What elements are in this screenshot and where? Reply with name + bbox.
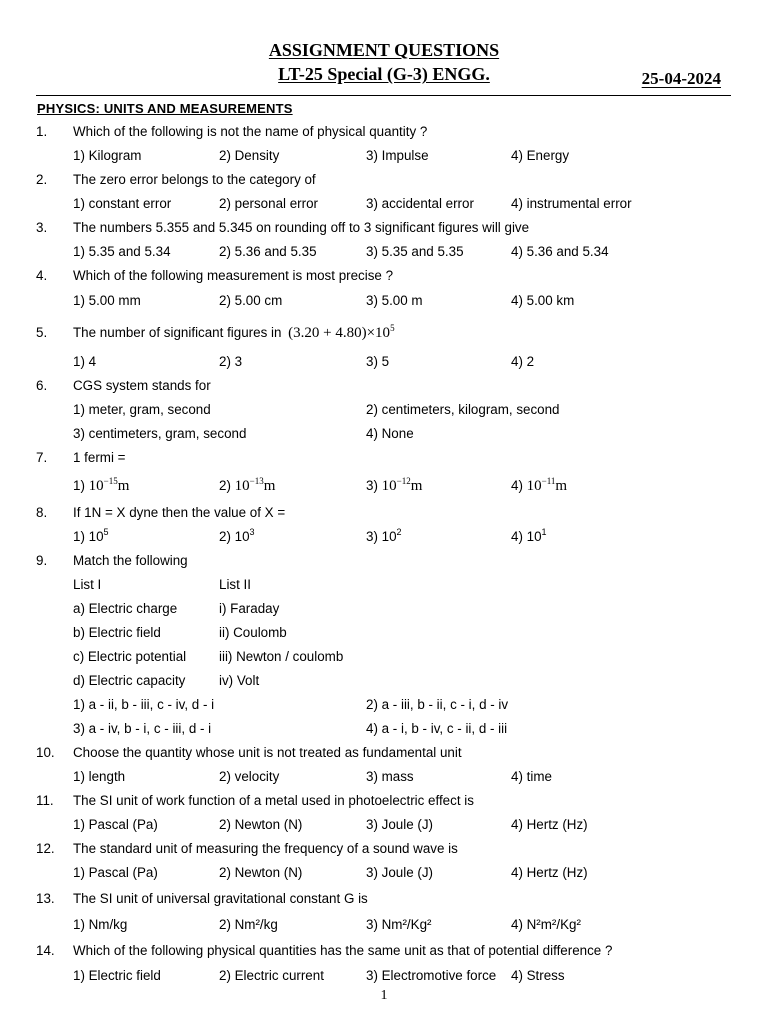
option: 4) None bbox=[366, 426, 414, 441]
question-10 bbox=[0, 745, 768, 763]
document-subtitle: LT-25 Special (G-3) ENGG. bbox=[278, 64, 490, 84]
question-text: The number of significant figures in $(3.20 + 4.80)\times 10^5$ bbox=[73, 323, 395, 341]
question-8-options bbox=[0, 529, 768, 547]
question-number: 14. bbox=[36, 943, 55, 958]
option: 3) 5 bbox=[366, 354, 390, 369]
question-number: 6. bbox=[36, 378, 48, 393]
list-2-item: iv) Volt bbox=[219, 673, 260, 688]
question-text: Match the following bbox=[73, 553, 188, 568]
option: 4) 5.36 and 5.34 bbox=[511, 244, 609, 259]
section-title: PHYSICS: UNITS AND MEASUREMENTS bbox=[37, 101, 293, 116]
match-pair bbox=[0, 601, 768, 619]
question-5-options bbox=[0, 354, 768, 372]
math-expression: $(3.20 + 4.80)\times 10^5$ bbox=[288, 323, 395, 341]
option: 2) a - iii, b - ii, c - i, d - iv bbox=[366, 697, 509, 712]
option: 1) Nm/kg bbox=[73, 917, 128, 932]
list-2-header: List II bbox=[219, 577, 251, 592]
question-text: CGS system stands for bbox=[73, 378, 211, 393]
option: 1) Pascal (Pa) bbox=[73, 817, 158, 832]
question-14 bbox=[0, 943, 768, 961]
question-number: 12. bbox=[36, 841, 55, 856]
match-pair bbox=[0, 625, 768, 643]
option: 2) centimeters, kilogram, second bbox=[366, 402, 560, 417]
option: 4) Hertz (Hz) bbox=[511, 817, 588, 832]
option: 3) 5.00 m bbox=[366, 293, 423, 308]
option: 2) 5.00 cm bbox=[219, 293, 283, 308]
question-text: Which of the following is not the name of physical quantity ? bbox=[73, 124, 428, 139]
option: 3) Nm²/Kg² bbox=[366, 917, 432, 932]
option: 1) 5.00 mm bbox=[73, 293, 141, 308]
option: 2) Density bbox=[219, 148, 280, 163]
option: 2) velocity bbox=[219, 769, 280, 784]
question-text: Which of the following physical quantities has the same unit as that of potential difference ? bbox=[73, 943, 613, 958]
header-divider bbox=[36, 95, 731, 96]
question-text: Choose the quantity whose unit is not treated as fundamental unit bbox=[73, 745, 462, 760]
question-6-options-a bbox=[0, 402, 768, 420]
option: 2) Newton (N) bbox=[219, 817, 303, 832]
option: 1) 5.35 and 5.34 bbox=[73, 244, 171, 259]
option: 1) meter, gram, second bbox=[73, 402, 211, 417]
option: 1) Electric field bbox=[73, 968, 161, 983]
question-number: 11. bbox=[36, 793, 54, 808]
question-text: The SI unit of work function of a metal used in photoelectric effect is bbox=[73, 793, 474, 808]
question-1 bbox=[0, 124, 768, 142]
option: 1) 4 bbox=[73, 354, 97, 369]
question-6-options-b bbox=[0, 426, 768, 444]
option: 1) Kilogram bbox=[73, 148, 142, 163]
question-6 bbox=[0, 378, 768, 396]
option: 4) time bbox=[511, 769, 552, 784]
list-1-item: a) Electric charge bbox=[73, 601, 178, 616]
question-3-options bbox=[0, 244, 768, 262]
option: 2) personal error bbox=[219, 196, 318, 211]
option: 4) $10^{-11}m$ bbox=[511, 476, 568, 494]
list-2-item: iii) Newton / coulomb bbox=[219, 649, 344, 664]
option: 3) Joule (J) bbox=[366, 865, 433, 880]
question-2 bbox=[0, 172, 768, 190]
question-11 bbox=[0, 793, 768, 811]
match-pair bbox=[0, 649, 768, 667]
question-13 bbox=[0, 891, 768, 909]
question-4-options bbox=[0, 293, 768, 311]
option: 2) Electric current bbox=[219, 968, 324, 983]
option: 2) $10^3$ bbox=[219, 527, 255, 544]
question-1-options bbox=[0, 148, 768, 166]
question-9-options-a bbox=[0, 697, 768, 715]
option: 1) a - ii, b - iii, c - iv, d - i bbox=[73, 697, 215, 712]
question-3 bbox=[0, 220, 768, 238]
option: 2) Newton (N) bbox=[219, 865, 303, 880]
question-13-options bbox=[0, 917, 768, 935]
question-number: 9. bbox=[36, 553, 48, 568]
question-text: 1 fermi = bbox=[73, 450, 126, 465]
question-9 bbox=[0, 553, 768, 571]
document-date: 25-04-2024 bbox=[641, 69, 721, 88]
question-number: 3. bbox=[36, 220, 48, 235]
option: 2) 3 bbox=[219, 354, 243, 369]
option: 4) N²m²/Kg² bbox=[511, 917, 581, 932]
question-7-options bbox=[0, 478, 768, 496]
option: 3) Joule (J) bbox=[366, 817, 433, 832]
question-number: 13. bbox=[36, 891, 55, 906]
list-1-item: d) Electric capacity bbox=[73, 673, 186, 688]
document-title: ASSIGNMENT QUESTIONS bbox=[268, 40, 500, 60]
match-list-headers bbox=[0, 577, 768, 595]
question-11-options bbox=[0, 817, 768, 835]
option: 4) 2 bbox=[511, 354, 535, 369]
list-1-header: List I bbox=[73, 577, 102, 592]
option: 3) Impulse bbox=[366, 148, 429, 163]
option: 3) centimeters, gram, second bbox=[73, 426, 247, 441]
option: 3) accidental error bbox=[366, 196, 474, 211]
option: 4) $10^1$ bbox=[511, 527, 547, 544]
option: 2) 5.36 and 5.35 bbox=[219, 244, 317, 259]
question-8 bbox=[0, 505, 768, 523]
list-1-item: c) Electric potential bbox=[73, 649, 187, 664]
question-12-options bbox=[0, 865, 768, 883]
option: 1) $10^{-15}m$ bbox=[73, 476, 130, 494]
list-2-item: ii) Coulomb bbox=[219, 625, 287, 640]
match-pair bbox=[0, 673, 768, 691]
question-number: 2. bbox=[36, 172, 48, 187]
page-number: 1 bbox=[380, 988, 388, 1003]
option: 1) $10^5$ bbox=[73, 527, 109, 544]
option: 4) Hertz (Hz) bbox=[511, 865, 588, 880]
question-12 bbox=[0, 841, 768, 859]
question-4 bbox=[0, 268, 768, 286]
question-text: The standard unit of measuring the frequency of a sound wave is bbox=[73, 841, 458, 856]
option: 4) 5.00 km bbox=[511, 293, 575, 308]
option: 3) Electromotive force bbox=[366, 968, 497, 983]
option: 2) $10^{-13}m$ bbox=[219, 476, 276, 494]
question-text: The zero error belongs to the category of bbox=[73, 172, 316, 187]
option: 3) a - iv, b - i, c - iii, d - i bbox=[73, 721, 212, 736]
question-number: 4. bbox=[36, 268, 48, 283]
question-number: 7. bbox=[36, 450, 48, 465]
option: 2) Nm²/kg bbox=[219, 917, 278, 932]
option: 4) Energy bbox=[511, 148, 570, 163]
question-number: 5. bbox=[36, 325, 48, 340]
option: 1) length bbox=[73, 769, 126, 784]
question-10-options bbox=[0, 769, 768, 787]
option: 4) instrumental error bbox=[511, 196, 632, 211]
list-1-item: b) Electric field bbox=[73, 625, 161, 640]
question-text: If 1N = X dyne then the value of X = bbox=[73, 505, 286, 520]
question-text: The numbers 5.355 and 5.345 on rounding off to 3 significant figures will give bbox=[73, 220, 530, 235]
question-text: The SI unit of universal gravitational constant G is bbox=[73, 891, 368, 906]
question-number: 1. bbox=[36, 124, 48, 139]
question-2-options bbox=[0, 196, 768, 214]
question-7 bbox=[0, 450, 768, 468]
option: 3) $10^{-12}m$ bbox=[366, 476, 423, 494]
question-14-options bbox=[0, 968, 768, 986]
option: 3) mass bbox=[366, 769, 414, 784]
list-2-item: i) Faraday bbox=[219, 601, 280, 616]
question-number: 10. bbox=[36, 745, 55, 760]
question-9-options-b bbox=[0, 721, 768, 739]
option: 1) Pascal (Pa) bbox=[73, 865, 158, 880]
question-5 bbox=[0, 325, 768, 343]
question-text: Which of the following measurement is most precise ? bbox=[73, 268, 394, 283]
option: 3) $10^2$ bbox=[366, 527, 402, 544]
option: 4) Stress bbox=[511, 968, 565, 983]
option: 3) 5.35 and 5.35 bbox=[366, 244, 464, 259]
option: 1) constant error bbox=[73, 196, 172, 211]
question-number: 8. bbox=[36, 505, 48, 520]
option: 4) a - i, b - iv, c - ii, d - iii bbox=[366, 721, 508, 736]
